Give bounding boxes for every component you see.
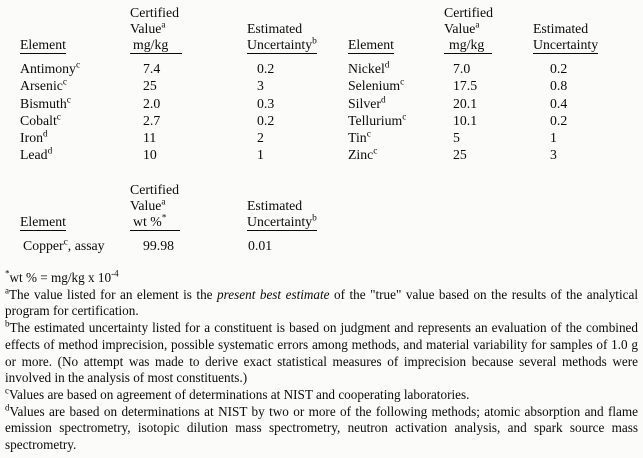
uncertainty-cell: 0.2 xyxy=(550,61,568,76)
footnote-marker: d xyxy=(5,402,10,413)
estimated-header-line1: Estimated xyxy=(247,198,303,213)
value-cell: 7.4 xyxy=(143,61,161,76)
footnote-marker: a xyxy=(161,20,166,31)
footnote-marker: c xyxy=(63,237,68,248)
footnote-marker: c xyxy=(66,95,71,105)
value-cell: 7.0 xyxy=(453,61,471,76)
table-row xyxy=(20,112,338,129)
footnote-marker: d xyxy=(384,60,390,71)
value-cell: 11 xyxy=(143,130,157,146)
certified-header-line2: Value$^a$ xyxy=(444,20,480,36)
footnote-marker: c xyxy=(75,60,81,71)
footnote-marker: d xyxy=(43,129,48,140)
uncertainty-cell: 0.2 xyxy=(550,112,568,128)
footnote-b: $^b$The estimated uncertainty listed for a constituent is based on judgment and represents an evaluation of the combined effects of method imprecision, possible systematic errors among methods, and material variability for samples of 1.0 g or more. (No attempt was made to derive exact statistical measures of imprecision because several methods were involved in the analysis of most constituents.) xyxy=(5,318,638,386)
certified-header-line1: Certified xyxy=(444,5,494,20)
certified-values-table-left xyxy=(20,5,338,164)
footnote-marker: c xyxy=(373,146,378,157)
footnote-marker: b xyxy=(5,318,10,329)
element-cell: Copper$^c$, assay xyxy=(23,237,105,253)
uncertainty-cell: 0.8 xyxy=(550,78,568,94)
element-cell: Arsenic$^c$ xyxy=(20,77,68,94)
table-row xyxy=(20,60,338,77)
uncertainty-cell: 2 xyxy=(257,130,264,146)
table-row xyxy=(348,95,643,112)
element-cell: Zinc$^c$ xyxy=(348,146,378,163)
value-cell: 5 xyxy=(453,130,460,146)
table-row xyxy=(348,129,643,146)
table-row xyxy=(20,237,358,254)
estimated-header-line2: Uncertainty$^b$ xyxy=(247,213,317,229)
table-header xyxy=(348,5,643,53)
footnote-marker: a xyxy=(161,197,166,208)
element-header: Element xyxy=(348,37,394,52)
table-row xyxy=(20,129,338,146)
footnote-marker: a xyxy=(5,285,9,296)
value-cell: 10 xyxy=(143,147,157,163)
footnote-marker: c xyxy=(400,77,405,88)
estimated-header-line1: Estimated xyxy=(533,21,589,36)
certified-header-line2: Value$^a$ xyxy=(130,20,166,36)
footnote-marker: b xyxy=(312,36,317,47)
element-cell: Silver$^d$ xyxy=(348,95,386,111)
element-header: Element xyxy=(20,214,66,229)
estimated-header-line2: Uncertainty xyxy=(533,37,599,52)
footnote-c: $^c$Values are based on agreement of determinations at NIST and cooperating laboratories. xyxy=(5,385,470,402)
certified-values-table-right xyxy=(348,5,643,164)
footnote-marker: b xyxy=(312,213,317,224)
certified-header-line1: Certified xyxy=(130,182,180,197)
element-cell: Tellurium$^c$ xyxy=(348,112,407,128)
table-row xyxy=(20,146,338,163)
element-header: Element xyxy=(20,37,66,52)
value-cell: 20.1 xyxy=(453,95,478,111)
table-row xyxy=(20,95,338,112)
uncertainty-cell: 0.01 xyxy=(248,238,273,253)
footnote-marker: c xyxy=(366,129,371,140)
footnote-wt-formula: *wt % = mg/kg x $10^{-4}$ xyxy=(5,268,119,285)
unit-header: mg/kg xyxy=(444,37,492,54)
uncertainty-cell: 3 xyxy=(550,147,557,163)
footnote-marker: d xyxy=(47,146,53,157)
uncertainty-cell: 0.3 xyxy=(257,95,275,111)
copper-assay-table xyxy=(20,182,358,254)
element-cell: Selenium$^c$ xyxy=(348,77,405,94)
certified-header-line2: Value$^a$ xyxy=(130,197,166,213)
uncertainty-cell: 1 xyxy=(257,147,264,163)
footnote-d: $^d$Values are based on determinations at NIST by two or more of the following methods; atomic absorption and flame emission spectrometry, isotopic dilution mass spectrometry, neutron activation analysis, and spark source mass spectrometry. xyxy=(5,402,638,453)
value-cell: 2.7 xyxy=(143,112,161,128)
asterisk-marker: * xyxy=(161,213,167,224)
uncertainty-cell: 1 xyxy=(550,130,557,146)
value-cell: 17.5 xyxy=(453,78,478,94)
value-cell: 2.0 xyxy=(143,95,161,111)
uncertainty-cell: 3 xyxy=(257,78,264,94)
certified-header-line1: Certified xyxy=(130,5,180,20)
element-cell: Bismuth$^c$ xyxy=(20,95,71,111)
table-row xyxy=(20,77,338,94)
footnote-marker: d xyxy=(380,95,386,105)
footnote-marker: a xyxy=(475,20,480,31)
uncertainty-cell: 0.4 xyxy=(550,95,568,111)
value-cell: 10.1 xyxy=(453,112,478,128)
table-row xyxy=(348,77,643,94)
exponent: -4 xyxy=(111,268,119,279)
element-cell: Antimony$^c$ xyxy=(20,60,81,76)
element-cell: Lead$^d$ xyxy=(20,146,53,163)
value-cell: 25 xyxy=(143,78,157,94)
element-cell: Iron$^d$ xyxy=(20,129,48,146)
table-row xyxy=(348,112,643,129)
unit-header: wt %* xyxy=(130,214,180,231)
footnotes xyxy=(5,270,638,454)
uncertainty-cell: 0.2 xyxy=(257,112,275,128)
table-row xyxy=(348,146,643,163)
footnote-marker: c xyxy=(402,112,407,123)
value-cell: 25 xyxy=(453,147,467,163)
asterisk-marker: * xyxy=(5,268,10,279)
footnote-marker: c xyxy=(5,385,9,396)
value-cell: 99.98 xyxy=(143,238,175,253)
estimated-header-line1: Estimated xyxy=(247,21,303,36)
element-cell: Tin$^c$ xyxy=(348,129,371,146)
uncertainty-cell: 0.2 xyxy=(257,61,275,76)
element-cell: Nickel$^d$ xyxy=(348,60,390,76)
table-header xyxy=(20,5,338,53)
footnote-marker: c xyxy=(56,112,61,123)
unit-header: mg/kg xyxy=(130,37,182,54)
estimated-header-line2: Uncertainty$^b$ xyxy=(247,36,317,52)
table-header xyxy=(20,182,358,230)
element-cell: Cobalt$^c$ xyxy=(20,112,61,128)
footnote-marker: c xyxy=(62,77,68,88)
table-row xyxy=(348,60,643,77)
footnote-a: $^a$The value listed for an element is the present best estimate of the "true" value based on the results of the analytical program for certification. xyxy=(5,285,638,319)
